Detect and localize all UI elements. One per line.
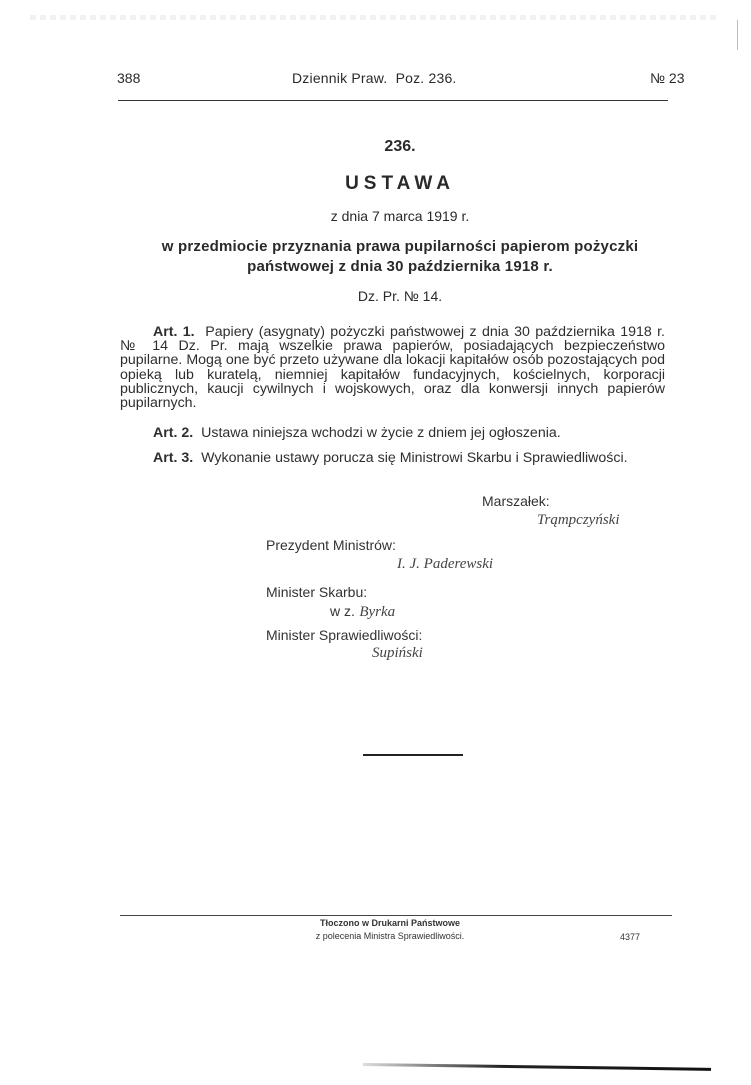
act-subject xyxy=(110,237,690,277)
scan-noise xyxy=(30,15,720,20)
footer-divider xyxy=(120,915,672,916)
signature-name-marshal: Trąmpczyński xyxy=(537,512,620,528)
issue-number: № 23 xyxy=(650,70,685,86)
article-text: Ustawa niniejsza wchodzi w życie z dniem jej ogłoszenia. xyxy=(201,425,561,441)
signature-name-justice: Supiński xyxy=(372,645,423,661)
journal-title: Dziennik Praw. Poz. 236. xyxy=(292,70,457,86)
page-number: 388 xyxy=(117,70,141,86)
scan-edge-mark xyxy=(737,20,738,50)
signature-name-treasury: Byrka xyxy=(359,604,396,620)
position-number: 236. xyxy=(384,138,416,155)
act-date: z dnia 7 marca 1919 r. xyxy=(330,208,470,224)
act-subject-line-2: państwowej z dnia 30 października 1918 r. xyxy=(247,258,553,275)
bottom-scan-line xyxy=(363,1063,711,1071)
signature-role-treasury: Minister Skarbu: xyxy=(266,584,368,600)
article-3 xyxy=(120,451,665,465)
article-label: Art. 1. xyxy=(153,324,195,340)
article-text: Wykonanie ustawy porucza się Ministrowi Skarbu i Sprawiedliwości. xyxy=(201,450,628,466)
section-divider xyxy=(363,754,463,756)
act-subject-line-1: w przedmiocie przyznania prawa pupilarności papierom pożyczki xyxy=(161,238,639,255)
signature-name-prime-minister: I. J. Paderewski xyxy=(397,556,494,572)
signature-role-justice: Minister Sprawiedliwości: xyxy=(266,627,423,643)
printer-line-1: Tłoczono w Drukarni Państwowe xyxy=(319,918,461,928)
printer-line-2: z polecenia Ministra Sprawiedliwości. xyxy=(315,931,465,941)
article-1 xyxy=(120,325,665,410)
article-label: Art. 2. xyxy=(153,425,194,441)
header-divider xyxy=(118,100,668,101)
article-label: Art. 3. xyxy=(153,450,194,466)
article-text: Papiery (asygnaty) pożyczki państwowej z dnia 30 października 1918 r. № 14 Dz. Pr. mają wszelkie prawa papierów, posiadających bezpieczeństwo pupilarne. Mogą one być przeto używane dla lokacji kapitałów osób pozostających pod opieką lub kuratelą, niemniej kapitałów fundacyjnych, kościelnych, korporacji publicznych, kaucji cywilnych i wojskowych, oraz dla konwersji innych papierów pupilarnych. xyxy=(120,324,665,412)
signature-role-marshal: Marszałek: xyxy=(482,493,550,509)
print-number: 4377 xyxy=(620,932,641,942)
article-2 xyxy=(120,426,665,440)
signature-role-prime-minister: Prezydent Ministrów: xyxy=(266,537,396,553)
signature-treasury-deputy xyxy=(330,603,395,621)
deputy-prefix: w z. xyxy=(330,603,355,619)
act-type-title: USTAWA xyxy=(345,173,455,194)
act-reference: Dz. Pr. № 14. xyxy=(357,288,443,304)
